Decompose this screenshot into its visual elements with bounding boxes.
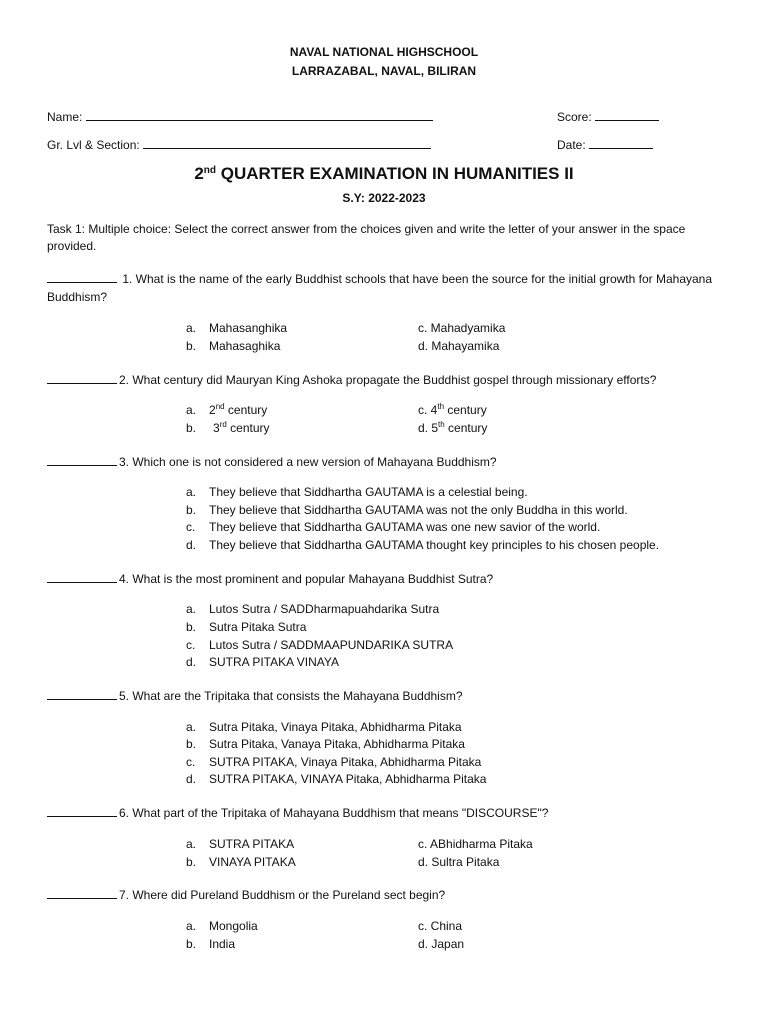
choice-b: They believe that Siddhartha GAUTAMA was not the only Buddha in this world. xyxy=(209,503,628,517)
choice-letter: b. xyxy=(186,620,197,634)
choice-letter: b. xyxy=(186,503,197,517)
choice-letter: a. xyxy=(186,485,197,499)
title-sup: nd xyxy=(203,165,217,176)
school-address: LARRAZABAL, NAVAL, BILIRAN xyxy=(291,64,477,78)
choice-a: SUTRA PITAKA xyxy=(209,837,295,851)
choice-num: 3 xyxy=(213,421,220,435)
choice-num: c. 4 xyxy=(418,403,438,417)
question-text: 4. What is the most prominent and popular Mahayana Buddhist Sutra? xyxy=(119,572,494,586)
school-name: NAVAL NATIONAL HIGHSCHOOL xyxy=(289,45,479,59)
question-3 xyxy=(47,453,727,471)
choice-letter: d. xyxy=(186,538,197,552)
section-field xyxy=(47,136,431,152)
choice-a: Mongolia xyxy=(209,919,258,933)
question-4 xyxy=(47,570,727,588)
answer-blank[interactable] xyxy=(47,886,117,899)
score-label: Score: xyxy=(557,110,592,124)
choice-b xyxy=(213,421,270,435)
choice-sup: nd xyxy=(215,402,225,411)
question-text: 7. Where did Pureland Buddhism or the Pureland sect begin? xyxy=(119,888,446,902)
choice-rest: century xyxy=(226,421,270,435)
choice-b: Mahasaghika xyxy=(209,339,281,353)
choice-d xyxy=(418,421,487,435)
question-1 xyxy=(47,270,727,306)
choice-d: SUTRA PITAKA VINAYA xyxy=(209,655,340,669)
choice-c: They believe that Siddhartha GAUTAMA was one new savior of the world. xyxy=(209,520,601,534)
choice-letter: b. xyxy=(186,339,197,353)
answer-blank[interactable] xyxy=(47,570,117,583)
choice-c: SUTRA PITAKA, Vinaya Pitaka, Abhidharma Pitaka xyxy=(209,755,482,769)
answer-blank[interactable] xyxy=(47,371,117,384)
choice-num: 2 xyxy=(209,403,216,417)
answer-blank[interactable] xyxy=(47,453,117,466)
question-text: 2. What century did Mauryan King Ashoka propagate the Buddhist gospel through missionary efforts? xyxy=(119,373,657,387)
choice-rest: century xyxy=(224,403,268,417)
name-label: Name: xyxy=(47,110,83,124)
question-7 xyxy=(47,886,727,904)
choice-letter: b. xyxy=(186,937,197,951)
choice-d: d. Sultra Pitaka xyxy=(418,855,500,869)
question-5 xyxy=(47,687,727,705)
section-label: Gr. Lvl & Section: xyxy=(47,138,140,152)
score-field xyxy=(557,108,659,124)
choice-sup: th xyxy=(438,420,445,429)
question-text: 3. Which one is not considered a new version of Mahayana Buddhism? xyxy=(119,455,497,469)
choice-b: Sutra Pitaka Sutra xyxy=(209,620,307,634)
choice-letter: b. xyxy=(186,737,197,751)
choice-d: They believe that Siddhartha GAUTAMA thought key principles to his chosen people. xyxy=(209,538,660,552)
choice-c: Lutos Sutra / SADDMAAPUNDARIKA SUTRA xyxy=(209,638,454,652)
title-num: 2 xyxy=(194,164,204,183)
choice-letter: a. xyxy=(186,602,197,616)
choice-d: d. Mahayamika xyxy=(418,339,500,353)
choice-letter: a. xyxy=(186,321,197,335)
choice-letter: c. xyxy=(186,755,196,769)
choice-sup: th xyxy=(437,402,445,411)
choice-c: c. ABhidharma Pitaka xyxy=(418,837,533,851)
choice-a: Lutos Sutra / SADDharmapuahdarika Sutra xyxy=(209,602,440,616)
choice-d: d. Japan xyxy=(418,937,465,951)
question-text: 1. What is the name of the early Buddhist schools that have been the source for the initial growth for Mahayana Buddhism? xyxy=(47,272,713,304)
score-line[interactable] xyxy=(595,108,659,121)
task-instructions: Task 1: Multiple choice: Select the correct answer from the choices given and write the letter of your answer in the space provided. xyxy=(47,222,686,253)
question-2 xyxy=(47,371,727,389)
choice-d: SUTRA PITAKA, VINAYA Pitaka, Abhidharma Pitaka xyxy=(209,772,487,786)
choice-b: VINAYA PITAKA xyxy=(209,855,296,869)
choice-letter: a. xyxy=(186,403,197,417)
question-text: 6. What part of the Tripitaka of Mahayana Buddhism that means "DISCOURSE"? xyxy=(119,806,549,820)
choice-sup: rd xyxy=(219,420,227,429)
choice-letter: a. xyxy=(186,837,197,851)
choice-letter: d. xyxy=(186,655,197,669)
choice-letter: a. xyxy=(186,919,197,933)
choice-rest: century xyxy=(444,403,487,417)
choice-num: d. 5 xyxy=(418,421,439,435)
answer-blank[interactable] xyxy=(47,804,117,817)
choice-a: They believe that Siddhartha GAUTAMA is a celestial being. xyxy=(209,485,528,499)
choice-rest: century xyxy=(444,421,488,435)
choice-letter: b. xyxy=(186,855,197,869)
choice-a: Sutra Pitaka, Vinaya Pitaka, Abhidharma Pitaka xyxy=(209,720,462,734)
answer-blank[interactable] xyxy=(47,270,117,283)
choice-b: India xyxy=(209,937,236,951)
choice-b: Sutra Pitaka, Vanaya Pitaka, Abhidharma Pitaka xyxy=(209,737,465,751)
exam-title xyxy=(0,164,768,184)
choice-letter: d. xyxy=(186,772,197,786)
question-6 xyxy=(47,804,727,822)
name-field xyxy=(47,108,433,124)
name-line[interactable] xyxy=(86,108,433,121)
date-label: Date: xyxy=(557,138,586,152)
question-text: 5. What are the Tripitaka that consists the Mahayana Buddhism? xyxy=(119,689,463,703)
choice-letter: c. xyxy=(186,520,196,534)
choice-c xyxy=(418,403,487,417)
choice-letter: b. xyxy=(186,421,197,435)
date-line[interactable] xyxy=(589,136,653,149)
school-year: S.Y: 2022-2023 xyxy=(342,191,426,205)
answer-blank[interactable] xyxy=(47,687,117,700)
choice-c: c. China xyxy=(418,919,463,933)
choice-letter: c. xyxy=(186,638,196,652)
choice-c: c. Mahadyamika xyxy=(418,321,506,335)
choice-a xyxy=(209,403,267,417)
choice-letter: a. xyxy=(186,720,197,734)
title-rest: QUARTER EXAMINATION IN HUMANITIES II xyxy=(216,164,574,183)
section-line[interactable] xyxy=(143,136,431,149)
choice-a: Mahasanghika xyxy=(209,321,288,335)
date-field xyxy=(557,136,653,152)
